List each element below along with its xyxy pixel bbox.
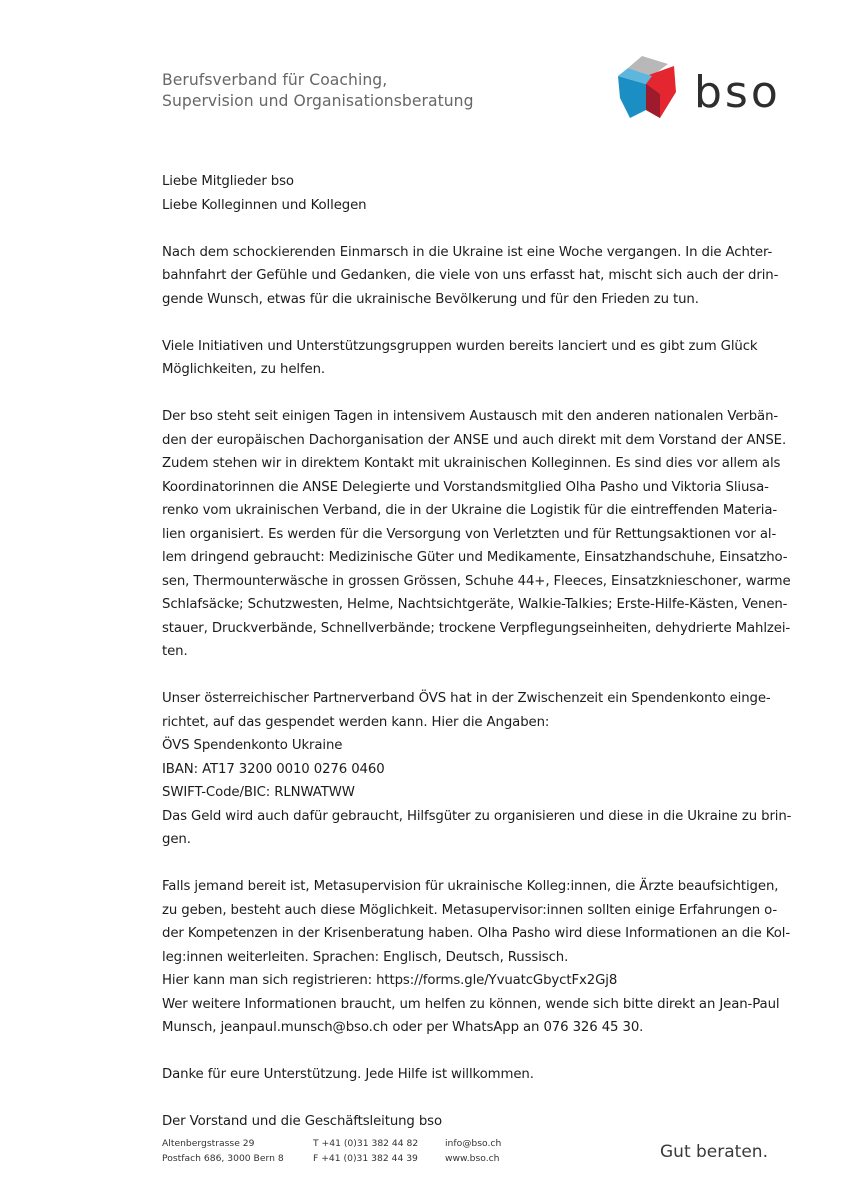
letter-body — [162, 170, 792, 1134]
text-line: zu geben, besteht auch diese Möglichkeit. Metasupervisor:innen sollten einige Erfahrungen o- — [162, 902, 778, 918]
footer-address-line: Altenbergstrasse 29 — [162, 1138, 255, 1149]
text-line: richtet, auf das gespendet werden kann. Hier die Angaben: — [162, 714, 550, 730]
text-line: Der bso steht seit einigen Tagen in intensivem Austausch mit den anderen nationalen Verbän- — [162, 409, 779, 424]
logo-wordmark: bso — [694, 67, 781, 118]
footer-website-link[interactable]: www.bso.ch — [445, 1153, 500, 1164]
org-name-line-1: Berufsverband für Coaching, — [162, 71, 388, 89]
text-line: Wer weitere Informationen braucht, um helfen zu können, wende sich bitte direkt an Jean-Paul — [162, 996, 780, 1012]
text-line: renko vom ukrainischen Verband, die in der Ukraine die Logistik für die eintreffenden Materia- — [162, 503, 778, 518]
text-line: ten. — [162, 644, 188, 659]
paragraph-donation — [162, 687, 792, 852]
footer-address-line: Postfach 686, 3000 Bern 8 — [162, 1153, 284, 1164]
contact-line[interactable]: Munsch, jeanpaul.munsch@bso.ch oder per WhatsApp an 076 326 45 30. — [162, 1020, 644, 1035]
text-line: Zudem stehen wir in direktem Kontakt mit ukrainischen Kolleginnen. Es sind dies vor allem als — [162, 456, 781, 471]
text-line: sen, Thermounterwäsche in grossen Grössen, Schuhe 44+, Fleeces, Einsatzknieschoner, warme — [162, 573, 791, 589]
greeting-line: Liebe Kolleginnen und Kollegen — [162, 197, 367, 213]
text-line: Möglichkeiten, zu helfen. — [162, 362, 326, 377]
text-line: Falls jemand bereit ist, Metasupervision für ukrainische Kolleg:innen, die Ärzte beaufsichtigen, — [162, 879, 779, 894]
footer-phone-line: T +41 (0)31 382 44 82 — [313, 1138, 419, 1149]
text-line: Koordinatorinnen die ANSE Delegierte und Vorstandsmitglied Olha Pasho und Viktoria Sliusa- — [162, 479, 769, 495]
text-line: der Kompetenzen in der Krisenberatung haben. Olha Pasho wird diese Informationen an die Kol- — [162, 926, 791, 941]
text-line: leg:innen weiterleiten. Sprachen: Englisch, Deutsch, Russisch. — [162, 949, 569, 965]
text-line: Schlafsäcke; Schutzwesten, Helme, Nachtsichtgeräte, Walkie-Talkies; Erste-Hilfe-Kästen, Venen- — [162, 597, 788, 612]
bso-logo — [616, 54, 782, 124]
swift-bic: SWIFT-Code/BIC: RLNWATWW — [162, 785, 355, 800]
text-line: Nach dem schockierenden Einmarsch in die Ukraine ist eine Woche vergangen. In die Achter- — [162, 244, 773, 260]
paragraph-metasupervision — [162, 875, 791, 1040]
account-name: ÖVS Spendenkonto Ukraine — [162, 738, 343, 753]
greeting-line: Liebe Mitglieder bso — [162, 174, 294, 189]
paragraph-initiatives — [162, 335, 782, 382]
text-line: Viele Initiativen und Unterstützungsgruppen wurden bereits lanciert und es gibt zum Glück — [162, 338, 758, 354]
iban: IBAN: AT17 3200 0010 0276 0460 — [162, 761, 385, 777]
org-name-line-2: Supervision und Organisationsberatung — [162, 92, 474, 110]
bso-cube-icon — [616, 54, 678, 124]
text-line: Das Geld wird auch dafür gebraucht, Hilfsgüter zu organisieren und diese in die Ukraine zu brin- — [162, 808, 792, 824]
text-line: den der europäischen Dachorganisation der ANSE und auch direkt mit dem Vorstand der ANSE. — [162, 432, 787, 448]
text-line: lem dringend gebraucht: Medizinische Güter und Medikamente, Einsatzhandschuhe, Einsatzho- — [162, 550, 788, 565]
text-line: gende Wunsch, etwas für die ukrainische Bevölkerung und für den Frieden zu tun. — [162, 291, 699, 307]
thanks-line: Danke für eure Unterstützung. Jede Hilfe ist willkommen. — [162, 1067, 534, 1082]
greeting — [162, 170, 782, 217]
paragraph-intro — [162, 241, 782, 312]
paragraph-exchange — [162, 405, 791, 664]
text-line: bahnfahrt der Gefühle und Gedanken, die viele von uns erfasst hat, mischt sich auch der drin- — [162, 268, 779, 283]
footer-fax-line: F +41 (0)31 382 44 39 — [313, 1153, 418, 1164]
text-line: gen. — [162, 832, 191, 847]
registration-link-line[interactable]: Hier kann man sich registrieren: https://forms.gle/YvuatcGbyctFx2Gj8 — [162, 973, 618, 988]
footer-email-link[interactable]: info@bso.ch — [445, 1138, 502, 1149]
organization-name — [162, 70, 474, 112]
footer-phone — [313, 1136, 418, 1166]
footer-address — [162, 1136, 284, 1166]
text-line: stauer, Druckverbände, Schnellverbände; trockene Verpflegungseinheiten, dehydrierte Mahlzei- — [162, 620, 791, 636]
text-line: Unser österreichischer Partnerverband ÖVS hat in der Zwischenzeit ein Spendenkonto einge- — [162, 691, 771, 706]
signoff: Der Vorstand und die Geschäftsleitung bso — [162, 1114, 443, 1129]
footer-contact — [445, 1136, 501, 1166]
footer-slogan: Gut beraten. — [660, 1142, 768, 1162]
text-line: lien organisiert. Es werden für die Versorgung von Verletzten und für Rettungsaktionen vor al- — [162, 526, 777, 542]
